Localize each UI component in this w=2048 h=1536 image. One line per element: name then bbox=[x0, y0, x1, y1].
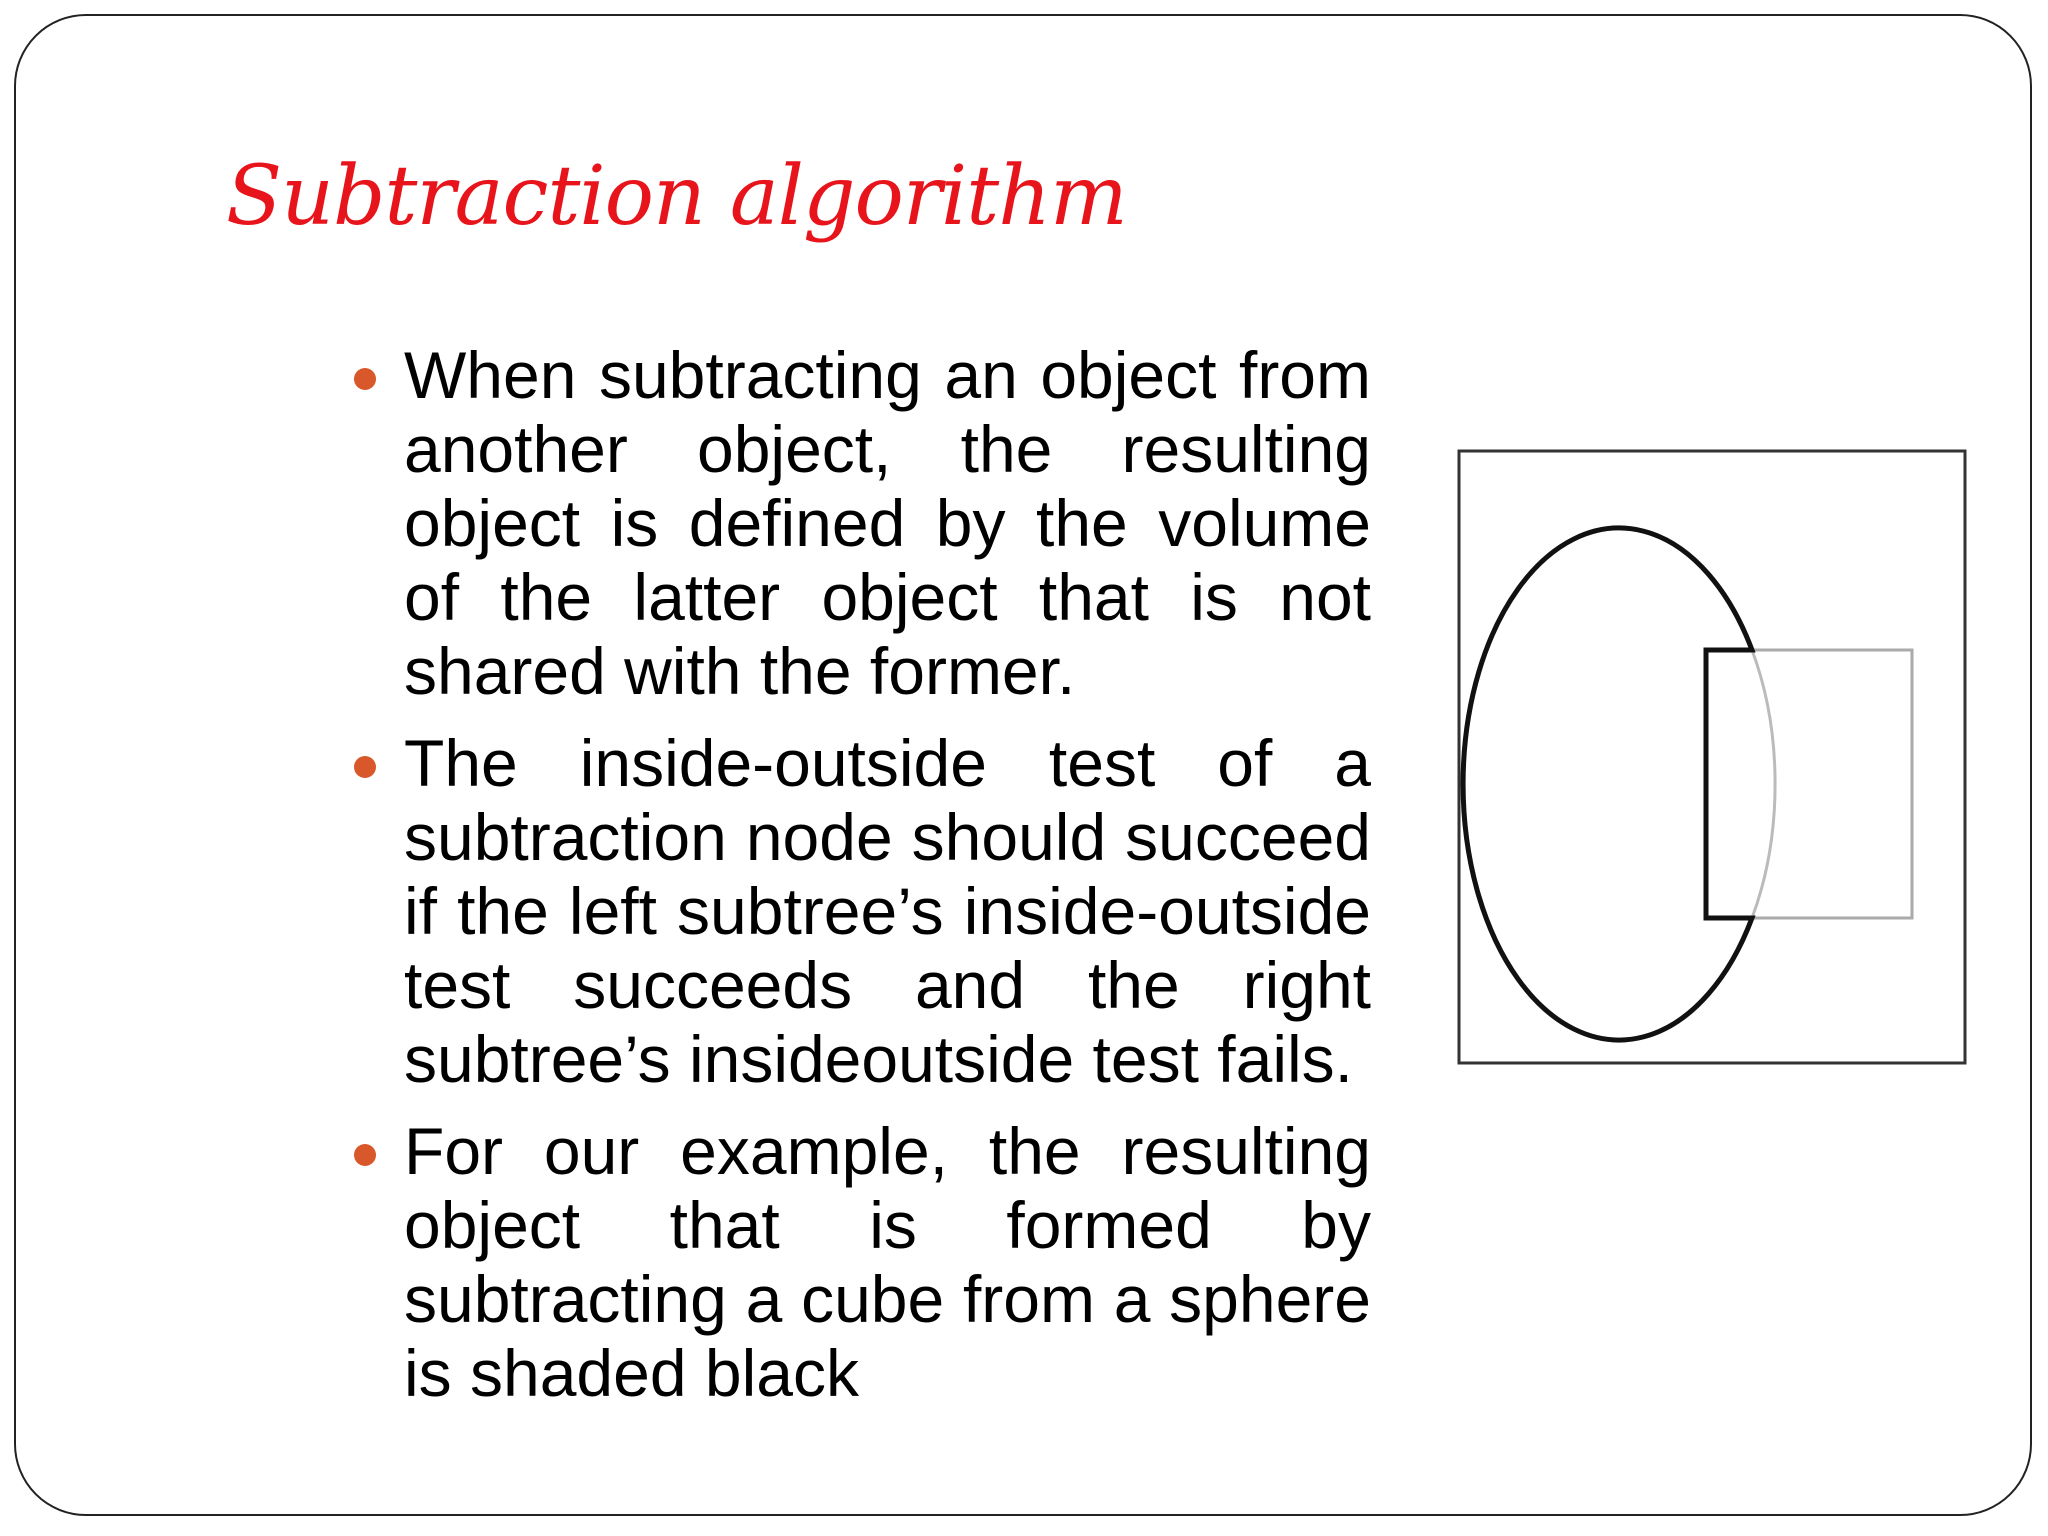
sphere-minus-cube-diagram bbox=[1456, 448, 1976, 1084]
bullet-item bbox=[404, 726, 1371, 1096]
bullet-item bbox=[404, 338, 1371, 708]
bullet-list bbox=[404, 338, 1371, 1428]
bullet-text: For our example, the resulting object that is formed by subtracting a cube from a sphere is shaded black bbox=[404, 1114, 1371, 1410]
slide-title: Subtraction algorithm bbox=[226, 149, 1127, 244]
ellipse-hidden-arc bbox=[1752, 650, 1775, 918]
bullet-dot-icon bbox=[354, 1144, 376, 1166]
bullet-text: The inside-outside test of a subtraction node should succeed if the left subtree’s inside-outside test succeeds and the right subtree’s insideoutside test fails. bbox=[404, 726, 1371, 1096]
bullet-text: When subtracting an object from another object, the resulting object is defined by the volume of the latter object that is not shared with the former. bbox=[404, 338, 1371, 708]
bullet-item bbox=[404, 1114, 1371, 1410]
bullet-dot-icon bbox=[354, 756, 376, 778]
result-outline bbox=[1463, 528, 1752, 1040]
slide bbox=[14, 14, 2032, 1516]
bounding-box bbox=[1459, 451, 1965, 1063]
bullet-dot-icon bbox=[354, 368, 376, 390]
